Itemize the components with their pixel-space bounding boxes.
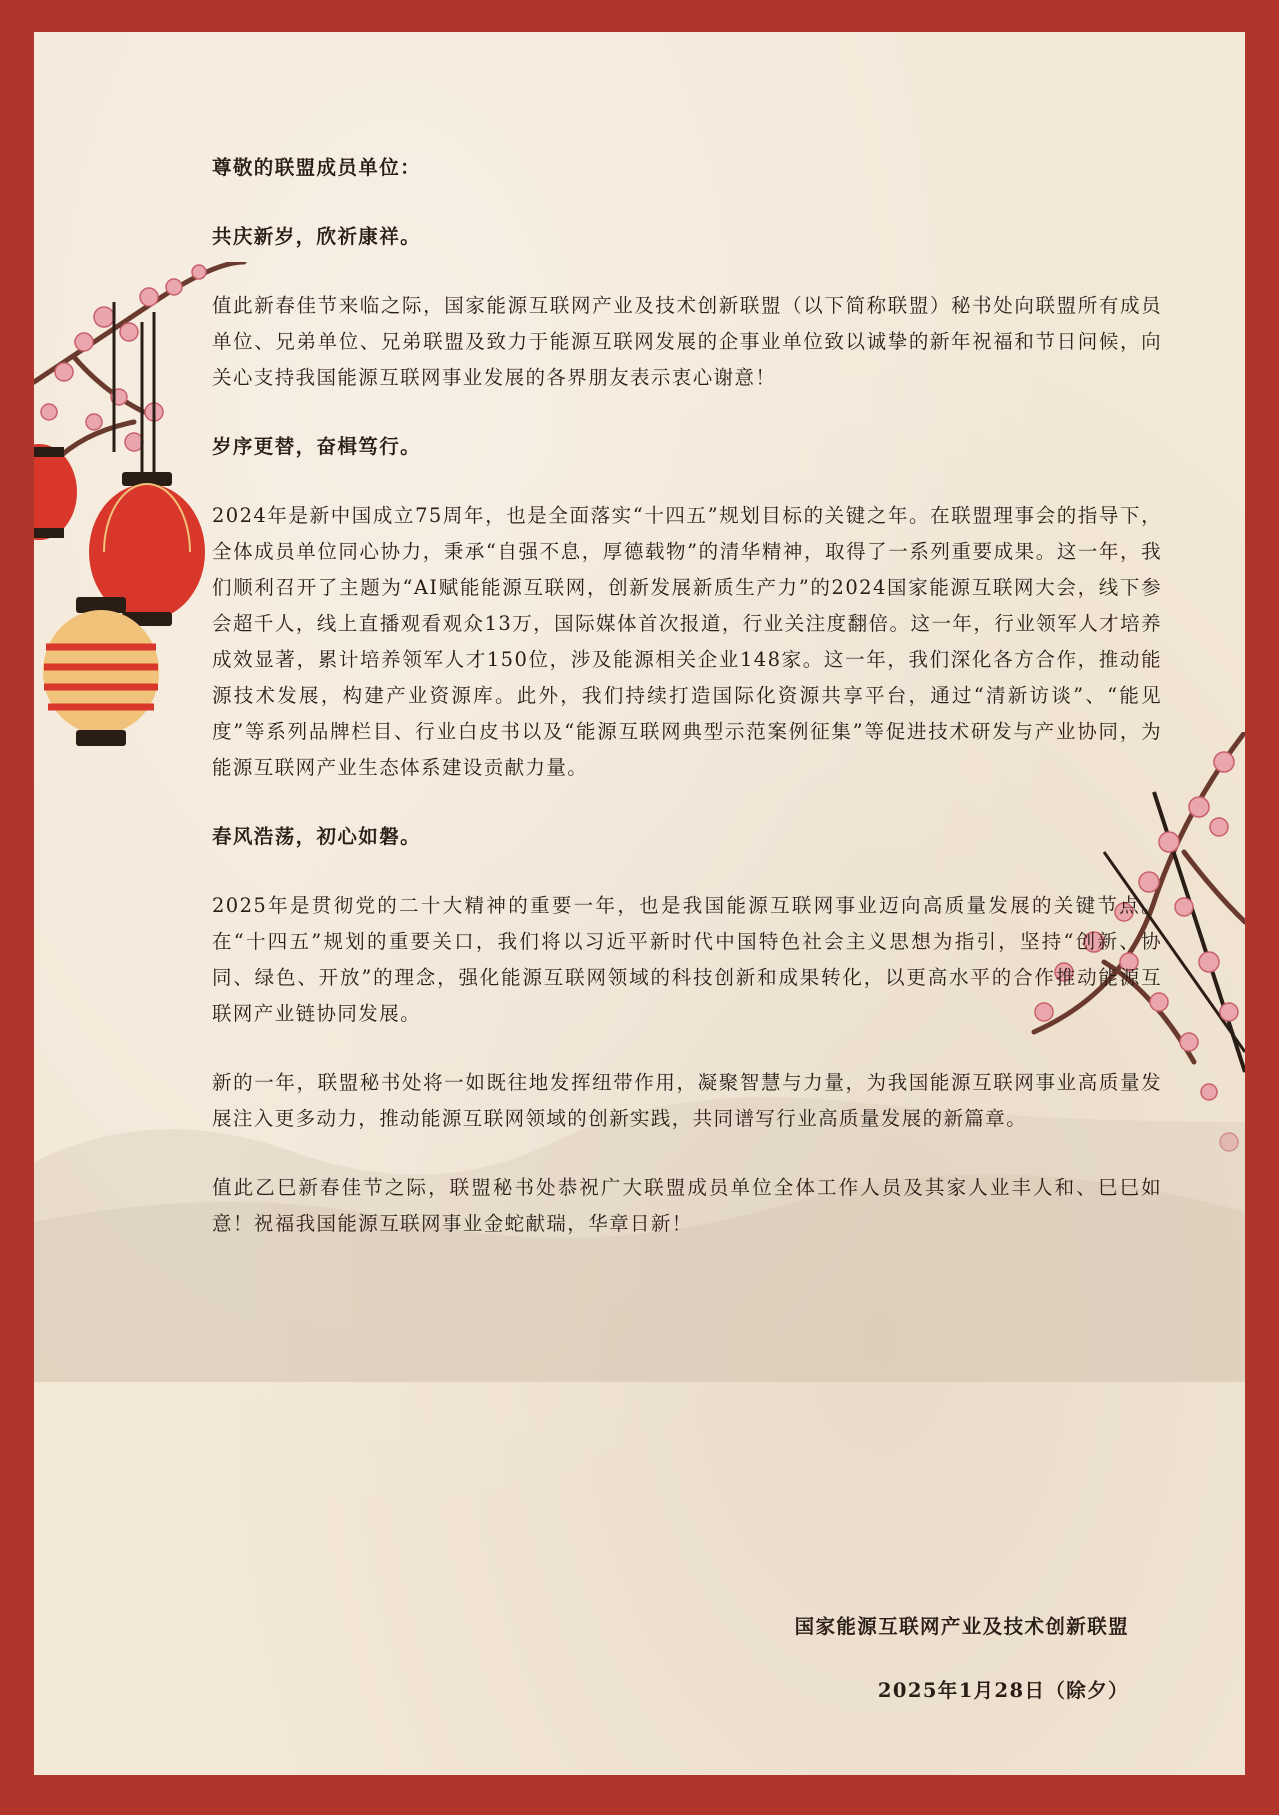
paragraph-1: 值此新春佳节来临之际，国家能源互联网产业及技术创新联盟（以下简称联盟）秘书处向联盟所有成员单位、兄弟单位、兄弟联盟及致力于能源互联网发展的企事业单位致以诚挚的新年祝福和节日问候，向关心支持我国能源互联网事业发展的各界朋友表示衷心谢意！ (212, 294, 1162, 389)
paragraph-5: 值此乙巳新春佳节之际，联盟秘书处恭祝广大联盟成员单位全体工作人员及其家人业丰人和、巳巳如意！祝福我国能源互联网事业金蛇献瑞，华章日新！ (212, 1176, 1162, 1235)
letter-date: 2025年1月28日（除夕） (877, 1679, 1129, 1702)
paragraph-4: 新的一年，联盟秘书处将一如既往地发挥纽带作用，凝聚智慧与力量，为我国能源互联网事业高质量发展注入更多动力，推动能源互联网领域的创新实践，共同谱写行业高质量发展的新篇章。 (212, 1071, 1162, 1130)
section-heading-3: 春风浩荡，初心如磐。 (212, 825, 422, 848)
paper-background (34, 32, 1245, 1775)
paragraph-3: 2025年是贯彻党的二十大精神的重要一年，也是我国能源互联网事业迈向高质量发展的关键节点。在“十四五”规划的重要关口，我们将以习近平新时代中国特色社会主义思想为指引，坚持“创新、协同、绿色、开放”的理念，强化能源互联网领域的科技创新和成果转化，以更高水平的合作推动能源互联网产业链协同发展。 (212, 894, 1162, 1025)
red-lantern-small (34, 444, 77, 540)
salutation: 尊敬的联盟成员单位： (212, 156, 422, 179)
section-heading-2: 岁序更替，奋楫笃行。 (212, 435, 422, 458)
signature: 国家能源互联网产业及技术创新联盟 (794, 1615, 1129, 1638)
section-heading-1: 共庆新岁，欣祈康祥。 (212, 225, 422, 248)
paragraph-2: 2024年是新中国成立75周年，也是全面落实“十四五”规划目标的关键之年。在联盟理事会的指导下，全体成员单位同心协力，秉承“自强不息，厚德载物”的清华精神，取得了一系列重要成果。这一年，我们顺利召开了主题为“AI赋能能源互联网，创新发展新质生产力”的2024国家能源互联网大会，线下参会超千人，线上直播观看观众13万，国际媒体首次报道，行业关注度翻倍。这一年，行业领军人才培养成效显著，累计培养领军人才150位，涉及能源相关企业148家。这一年，我们深化各方合作，推动能源技术发展，构建产业资源库。此外，我们持续打造国际化资源共享平台，通过“清新访谈”、“能见度”等系列品牌栏目、行业白皮书以及“能源互联网典型示范案例征集”等促进技术研发与产业协同，为能源互联网产业生态体系建设贡献力量。 (212, 504, 1162, 779)
letter-body (212, 150, 1162, 1275)
